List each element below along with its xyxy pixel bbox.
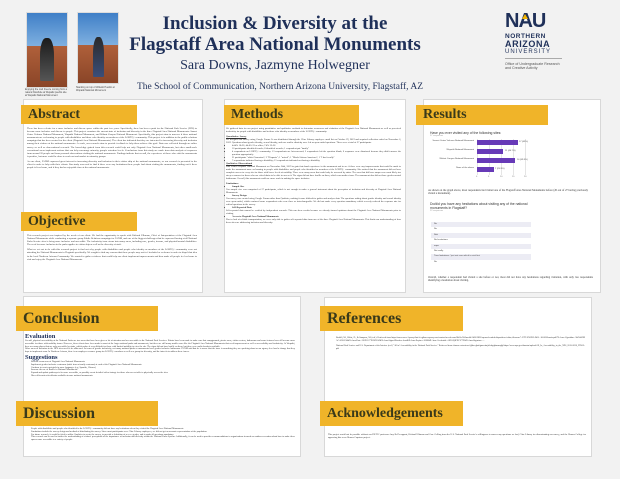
reference-item: • National Park Service and U.S. Department of the Interior. (n.d.) "All in! Accessibility in the National Park Service." Retrieved from chrome-extension://gbkeegbaiigmenfmjfclcdgdpimamgkj/https://www.nps.gov/aboutus/upload/All_In_Accessibility_in_the_NPS_2015-2020_FINAL.pdf: [336, 345, 585, 350]
logo-arizona: ARIZONA: [505, 39, 551, 49]
survey-heading: Quantitative: Survey: [226, 134, 247, 138]
authors: Sara Downs, Jazmyne Holwegner: [180, 58, 370, 73]
chart-bar-row: [430, 166, 530, 174]
reference-item: • Bedalli, M., White, D., & Sampson, M. (n.d.). Retrieved from https://nau-a-user-1.proxy.flmf-it.egibsn.ezproxy.com/content/m.cdn.com/06d1e/S0/base44/1436/3830/openurl-embed-disposition=inline;filename*=UTF-8'S0952-9451=16-0026-main.pdf?X-Amz-Algorithm=AWS4-HMAC-SHA256&X-Amz-Date=20191127T020955Z&X-Amz-SignedHeaders=host&X-Amz-Expires=3000&X-Amz-Credential=AKIAQ3PHCVTY&X-Amz-Signature=...: [336, 337, 585, 342]
objective-text: [27, 234, 197, 263]
survey-text: We designed our survey using Google Forms. It was distributed through the Cline Library employee email list on October 29, 2019 and acquired collection ended on November 6, 2019. Questions about gender identity, sexual identity, and race and/or ethnicity were left as open-ended questions. There were a total of 27 participants.: [226, 137, 401, 144]
discussion-item: • Limitations include the survey design and method of distributing the survey. Since most participants were Cline Library employees, we did not get an accurate representation of the population.: [31, 431, 295, 434]
response-row: nope: [431, 244, 531, 249]
results-after-chart: As shown on the graph above, most respondents had visited one of the Flagstaff Area National Monuments before (20 out of 27 having previously visited a monument).: [428, 189, 588, 196]
bar-label: Sunset Crater Volcano National Monument: [432, 140, 474, 142]
logo-northern: NORTHERN: [505, 33, 546, 40]
chart-title: Have you ever visited any of the following sites:: [430, 131, 502, 135]
abstract-header: [21, 105, 137, 124]
objective-header: [21, 212, 137, 231]
visited-sites-chart: [430, 131, 530, 183]
methods-header: [224, 105, 359, 125]
survey-bullet: • 44.4% 18-22; 44.4% 23 or older; 7.4% 23-28: [232, 145, 401, 148]
limitation-title: • Access to Flagstaff Area National Monuments: [232, 216, 401, 219]
response-row: No: [431, 222, 531, 227]
bar-value: 7 (25.9%): [495, 168, 505, 170]
observational-text: Sara visited Wupatki National Monument on November 24th, 2019 to gain first-hand experience in the monument and to see if there were any improvements that could be made to make the monument more welcoming to people with disabilities and people who identified as members of the LGBTQ+ community. She noticed that the monument did not have complete access to every site for those with lower levels of mobility. There were many areas that could only be accessed by stairs. The ones that did have ramps were most likely too steep or narrow for those who use wheelchairs to be able to access it. The signs did not have braille on them, which was another issue. The monument also did not have gender neutral bathrooms. Overall, this monument could use more work in making the space inclusive.: [226, 165, 401, 181]
response-row: No: [434, 260, 437, 263]
abstract-heading: Abstract: [28, 106, 81, 122]
nau-logo: [505, 12, 605, 71]
x-tick: 20: [524, 176, 527, 178]
response-row: Time limitations / just not sure which to visit first: [431, 254, 531, 259]
suggestion-item: • Increase the use of Braille in National Monuments: [31, 369, 295, 372]
chart-subtitle: 27 responses: [430, 135, 444, 137]
suggestions-list: [25, 361, 295, 378]
suggestion-item: • Implement gender inclusive restrooms (aside from a family restroom) at each of the Flagstaff Area National Monuments: [31, 364, 295, 367]
conclusion-heading: Conclusion: [23, 309, 100, 327]
hesitations-table: [431, 222, 531, 265]
evaluation-p1: Overall, physical accessibility at the National Parks are two areas that have been given a lot of attention and are accessible to the National Park Services. Efforts have been made to make sure that campgrounds, picnic areas, visitor centers, bathrooms and some features have all become more accessible for those with mobility issues. However, these efforts have been made in most of the larger national parks and monuments, but there are still many smaller ones like the Flagstaff Area National Monuments that need improvement as well as accessibility and inclusivity. At Wupatki, there are many places that are only accessible by stairs, which makes it very difficult for those with limited mobility to view the site. The signs did not have braille on them, but there were audio headsets available.: [25, 340, 295, 348]
bar: [477, 158, 515, 163]
nau-mark: NAU: [505, 10, 546, 32]
photo2-caption: Standing on top of Wukoki Pueblo at Wupatki National Monument: [76, 86, 115, 92]
response-row: No hesitations: [434, 239, 448, 242]
chart-bar-row: [430, 157, 530, 165]
photo1-caption: Enjoying the cool breeze coming from a natural blowhole at Wupatki pueblo site at Wupatki National Monument: [25, 88, 67, 97]
methods-text: [226, 128, 401, 225]
acknowledgements-header: [320, 401, 463, 426]
suggestion-item: • Expand and update pathways to be more accessible, or possibly create detailed video footage for those who are not able to physically access the sites: [31, 372, 295, 375]
bar-label: Walnut Canyon National Monument: [439, 158, 474, 160]
evaluation-heading: Evaluation: [25, 333, 56, 340]
references-header: [320, 306, 463, 331]
limitation-title: • Self-Reported Data: [232, 207, 401, 210]
x-tick: 15: [512, 176, 515, 178]
bar: [477, 167, 494, 172]
bar-value: 17 (63%): [519, 141, 528, 143]
affiliation: The School of Communication, Northern Arizona University, Flagstaff, AZ: [136, 82, 423, 92]
survey-bullet: • 4 respondents an LGBTQ+ community; 13 respondents are heterosexual; 3 respondents left the question blank; 6 responses were dismissed because they didn't answer the question appropriately: [232, 151, 401, 157]
discussion-item: • For future research, it would be ideal to utilize Qualtrics to create the survey, to provide a definition of sex vs. gender, and to make all questions mandatory.: [31, 434, 295, 437]
abstract-text: [27, 127, 197, 171]
discussion-item: • This research can be used to further the understanding of visitors' perceptions of the importance of inclusion and diversity within the National Parks System. Additionally, it can be used to provide recommendations to organizations focused on outdoor recreation about how to make these spaces more accessible to a variety of people.: [31, 436, 295, 442]
x-tick: 5: [488, 176, 490, 178]
abstract-p2: As our client, FANM expressed great interest in increasing diversity and inclusion in their visitor ship of the national monuments, so our research is presented to the client in order to help with their efforts. Our study was used to find if there were any hesitations these people had about visiting the monuments, finding out if these people felt welcome, and if they had an enjoyable time at the national monuments.: [27, 159, 197, 170]
x-tick: 0: [476, 176, 478, 178]
bar: [477, 140, 518, 145]
conclusion-header: [16, 306, 158, 331]
conclusion-text: [25, 333, 295, 379]
limitations-heading: Limitations:: [226, 182, 239, 186]
discussion-header: [16, 401, 158, 426]
discussion-heading: Discussion: [23, 404, 96, 422]
results-conclusion: Overall, whether a respondent had visited a site before or not, most did not have any hesitations regarding visitation, with only two respondents identifying a hesitation about visiting.: [428, 276, 593, 283]
chart-bar-row: [430, 148, 530, 156]
methods-heading: Methods: [231, 107, 284, 122]
limitation-title: • Survey Design: [232, 195, 401, 198]
results-header: [416, 105, 548, 125]
survey-bullet: • 7 respondents indicated having a disability; 13 respondents indicated not having a disability: [232, 160, 401, 163]
table-question: Do/did you have any hesitations about visiting any of the national monuments in Flagstaff?: [430, 202, 528, 210]
objective-p1: This research project was inspired by the needs of our client. We had the opportunity to speak with Richard Ullmann, Chief of Interpretation of the Flagstaff Area National Monuments while conducting a separate group Public Relations campaign for FANM, and one of the biggest challenges that he expressed having at all National Parks Service sites is being more inclusive and accessible. The inclusivity issue stems into many areas, including race, gender, income, and physical/mental disabilities. The need for more inclusion in the parks applies to visitor ship as well as the diversity of staff.: [27, 234, 197, 247]
chart-bar-row: [430, 139, 530, 147]
limitation-text: Self-reported data cannot be verified by independent research. This can skew results because we already formed opinions about the Flagstaff Area National Monuments prior to visiting.: [226, 208, 401, 215]
objective-p2: What we set out to do with this research project is find out why people with disabilities and people who identify as members of the LGBTQ+ community were not attending the National Monuments in Flagstaff specifically. We sought to find any reasons that these people may not feel included or welcome in order to dispel that idea in the local Northern Arizona Community. We wanted to gather evidence that could help our client implement improvements and then make all people feel welcome to visit and enjoy the Flagstaff Area National Monuments.: [27, 248, 197, 261]
objective-heading: Objective: [28, 213, 86, 229]
table-response-count: 22 responses: [430, 210, 444, 212]
survey-bullet: • 16 participants identified female; 8 identified as male; 1 respondent put "family": [232, 148, 401, 151]
poster-title: [110, 13, 440, 55]
title-line-1: Inclusion & Diversity at the: [162, 13, 388, 34]
limitation-text: Due to lack of reliable transportation, we were only able to gather self-reported data from one of the three Flagstaff Area National Monuments. This limits our understanding of how these sites are addressing inclusion and diversity.: [226, 217, 401, 224]
hesitations-question: [430, 202, 530, 212]
response-row: Nah: [431, 233, 531, 238]
photo-blowhole: [26, 12, 68, 88]
discussion-list: [25, 428, 295, 442]
discussion-text: [25, 428, 295, 443]
bar-value: 11 (40.7%): [505, 150, 516, 152]
acknowledgements-heading: Acknowledgements: [327, 405, 443, 421]
logo-university: UNIVERSITY: [505, 49, 562, 59]
methods-intro: We gathered data for our project using quantitative and qualitative methods to determine awareness and visitation of the Flagstaff Area National Monuments as well as perceived inclusivity for people with disabilities and to those who identify as members of the LGBTQ+ community.: [226, 127, 401, 133]
bar-label: Wupatki National Monument: [446, 149, 474, 151]
acknowledgements-text: This project would not be possible without our PR/TJC professor Amy Bell's support, Richard Ullmann and Case Gelling from the U.S. National Park Service's willingness to answer any questions we had, Cline Library for disseminating our survey, and the Honors College for approving this as an Honors Capstone project.: [328, 434, 586, 439]
suggestion-item: • Continue to create materials in more languages (e.g. Spanish, Chinese): [31, 367, 295, 370]
bar-label: None of the above: [456, 167, 474, 169]
chart-plot: [430, 139, 530, 177]
x-tick: 10: [500, 176, 503, 178]
title-line-2: Flagstaff Area National Monuments: [129, 34, 421, 55]
abstract-p1: There has been a desire for a more inclusive and diverse space within the past few years. Specifically, there has been a push for the National Park Service (NPS) to become more inclusive and diverse to people. This project examines the current state of inclusion and diversity in the three Flagstaff Area National Monuments: Sunset Crater Volcano National Monument, Wupatki National Monument, and Walnut Canyon National Monument. Specifically, this project aims to uncover if these national monuments are welcoming to people with disabilities and those who identify as members of the LGBTQ+ community. This project is in addition to the public relations campaign that has been created for the client (Flagstaff Area National Monuments). The client has indicated that they are interested in increasing diversity and inclusion among their visitors at the national monuments. As such, our research aims to provide feedback to help them achieve this goal. Data was collected through an online survey as well as observational research. The knowledge gained from this research could help not only Flagstaff Area National Monuments, but other small-scale recreational areas implement actions that can help encourage minority group's retention levels. Conclusions from this study are made from data analysis of responses from around 20 people and from personal observations visiting the national monuments. Findings indicate that overall, the experience of those who visit the monuments is positive, but more could be done to reach out and market to minority groups.: [27, 127, 197, 158]
response-row: Not really: [434, 249, 444, 252]
discussion-item: • People with disabilities and people who identified in the LGBTQ+ community did not have any hesitations when they visited the Flagstaff Area National Monuments.: [31, 428, 295, 431]
references-list: [330, 337, 585, 351]
suggestion-item: • Increase awareness of Flagstaff Area National Monuments: [31, 361, 295, 364]
references-heading: References: [327, 309, 402, 327]
results-heading: Results: [423, 107, 467, 122]
suggestions-heading: Suggestions: [25, 353, 58, 361]
suggestion-item: • Have all-terrain wheelchairs available at more national monuments: [31, 375, 295, 378]
evaluation-p2: Other areas of inclusion in the NPS sites need to be addressed. In terms of gender inclusivity, not many national parks or monuments have gender inclusive bathrooms. FANM said that he is aware that the issue is something they are speaking about on an agency level and a change that they hope to implement soon. In Northern Arizona, there is an employee resource group for LGBTQ+ members as well as a group for diversity, and the intent is to address these issues.: [25, 348, 295, 354]
bar: [477, 149, 503, 154]
limitation-text: Our survey was created using Google Forms rather than Qualtrics, making it more difficult to gather and analyze data. The questions asking about gender identity and sexual identity were open-ended, which confused some respondents who were there as interchangeable. We did not make every question mandatory which severely reduced the response rate for critical questions in the survey.: [226, 196, 401, 206]
response-row: No: [434, 228, 437, 231]
limitation-title: • Sample Size: [232, 186, 401, 189]
observational-heading: Qualitative: Observational: [226, 162, 253, 166]
references-text: [330, 337, 585, 352]
survey-bullets: [226, 145, 401, 163]
limitation-text: Our sample size was comprised of 27 participants, which is not enough to make a general statement about the perception of inclusion and diversity at Flagstaff Area National Monuments.: [226, 188, 401, 195]
survey-bullet: • 21 participants "white/Caucasian"; 2 "Hispanic"; 1 "mixed"; 1 "Black/African American"; 1 "I don't really": [232, 157, 401, 160]
logo-office: Office of Undergraduate Research and Creative Activity: [505, 62, 560, 71]
bar-value: 16 (59.3%): [517, 159, 528, 161]
